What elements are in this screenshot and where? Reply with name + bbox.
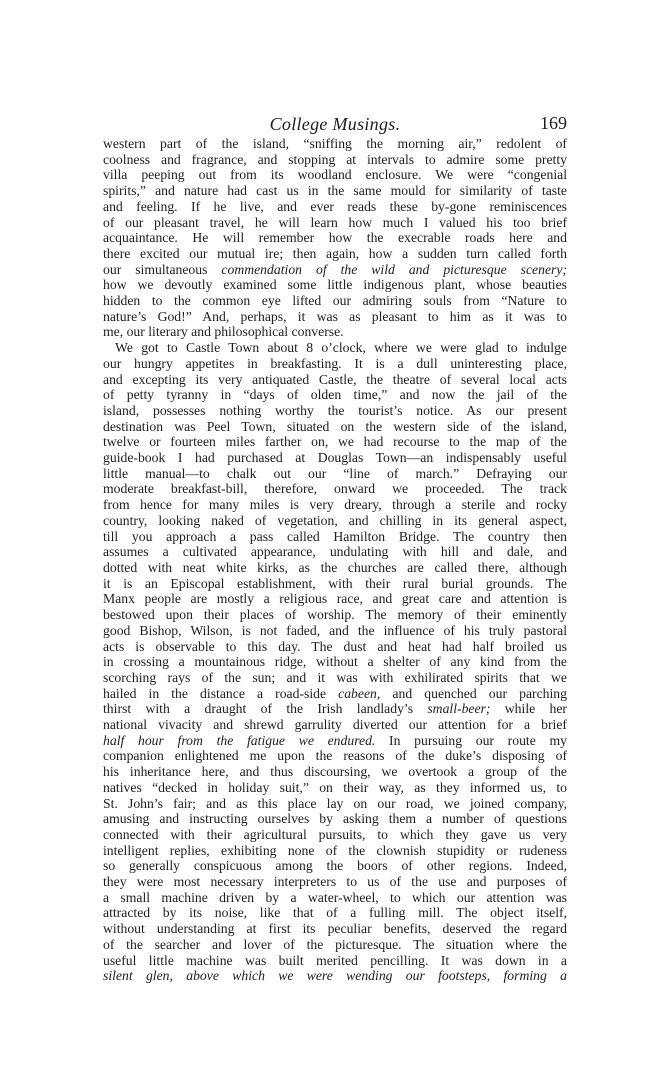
text-line: me, our literary and philosophical converse. xyxy=(103,324,344,340)
text-line: in crossing a mountainous ridge, without a shelter of any kind from the xyxy=(103,654,567,670)
text-line: good Bishop, Wilson, is not faded, and the influence of his truly pastoral xyxy=(103,622,567,638)
text-line: and feeling. If he live, and ever reads these by-gone reminiscences xyxy=(103,198,567,214)
text-line: bestowed upon their places of worship. The memory of their eminently xyxy=(103,607,567,623)
text-line: destination was Peel Town, situated on the western side of the island, xyxy=(103,418,567,434)
body-text xyxy=(103,136,567,984)
text-line: assumes a cultivated appearance, undulating with hill and dale, and xyxy=(103,544,567,560)
running-title: College Musings. xyxy=(269,114,401,134)
text-line: St. John’s fair; and as this place lay on our road, we joined company, xyxy=(103,795,567,811)
text-line: coolness and fragrance, and stopping at intervals to admire some pretty xyxy=(103,151,567,167)
text-line: our simultaneous commendation of the wild and picturesque scenery; xyxy=(103,261,567,277)
text-line: intelligent replies, exhibiting none of the clownish stupidity or rudeness xyxy=(103,842,567,858)
text-line: dotted with neat white kirks, as the churches are called there, although xyxy=(103,559,567,575)
text-line: amusing and instructing ourselves by asking them a number of questions xyxy=(103,811,567,827)
text-line: they were most necessary interpreters to us of the use and purposes of xyxy=(103,874,567,890)
text-line: acts is observable to this day. The dust and heat had half broiled us xyxy=(103,638,567,654)
text-line: island, possesses nothing worthy the tourist’s notice. As our present xyxy=(103,402,567,418)
text-line: villa peeping out from its woodland enclosure. We were “congenial xyxy=(103,167,567,183)
book-page xyxy=(103,100,567,984)
text-line: acquaintance. He will remember how the execrable roads here and xyxy=(103,230,567,246)
text-line: guide-book I had purchased at Douglas Town—an indispensably useful xyxy=(103,450,567,466)
text-line: till you approach a pass called Hamilton Bridge. The country then xyxy=(103,528,567,544)
text-line: hailed in the distance a road-side cabeen, and quenched our parching xyxy=(103,685,567,701)
text-line: national vivacity and shrewd garrulity diverted our attention for a brief xyxy=(103,717,567,733)
text-line: a small machine driven by a water-wheel, to which our attention was xyxy=(103,889,567,905)
text-line: spirits,” and nature had cast us in the same mould for similarity of taste xyxy=(103,183,567,199)
text-line: country, looking naked of vegetation, and chilling in its general aspect, xyxy=(103,512,567,528)
text-line: his inheritance here, and thus discoursing, we overtook a group of the xyxy=(103,764,567,780)
text-line: from hence for many miles is very dreary, through a sterile and rocky xyxy=(103,497,567,513)
text-line: moderate breakfast-bill, therefore, onward we proceeded. The track xyxy=(103,481,567,497)
text-line: hidden to the common eye lifted our admiring souls from “Nature to xyxy=(103,293,567,309)
text-line: thirst with a draught of the Irish landlady’s small-beer; while her xyxy=(103,701,567,717)
text-line: silent glen, above which we were wending our footsteps, forming a xyxy=(103,968,567,984)
text-line: it is an Episcopal establishment, with their rural burial grounds. The xyxy=(103,575,567,591)
text-line: our hungry appetites in breakfasting. It is a dull uninteresting place, xyxy=(103,355,567,371)
text-line: of our pleasant travel, he will learn how much I valued his too brief xyxy=(103,214,567,230)
text-line: and excepting its very antiquated Castle, the theatre of several local acts xyxy=(103,371,567,387)
text-line: useful little machine was built merited pencilling. It was down in a xyxy=(103,952,567,968)
paragraph xyxy=(103,340,567,984)
text-line: connected with their agricultural pursuits, to which they gave us very xyxy=(103,826,567,842)
text-line: Manx people are mostly a religious race, and great care and attention is xyxy=(103,591,567,607)
text-line: scorching rays of the sun; and it was with exhilirated spirits that we xyxy=(103,669,567,685)
text-line: twelve or fourteen miles farther on, we had recourse to the map of the xyxy=(103,434,567,450)
text-line: of the searcher and lover of the picturesque. The situation where the xyxy=(103,936,567,952)
text-line: without understanding at first its peculiar benefits, deserved the regard xyxy=(103,921,567,937)
text-line: of petty tyranny in “days of olden time,” and now the jail of the xyxy=(103,387,567,403)
paragraph xyxy=(103,136,567,340)
text-line: so generally conspicuous among the boors of other regions. Indeed, xyxy=(103,858,567,874)
text-line: there excited our mutual ire; then again, how a sudden turn called forth xyxy=(103,245,567,261)
text-line: how we devoutly examined some little indigenous plant, whose beauties xyxy=(103,277,567,293)
text-line: We got to Castle Town about 8 o’clock, where we were glad to indulge xyxy=(115,340,567,356)
page-number: 169 xyxy=(540,113,567,133)
text-line: western part of the island, “sniffing the morning air,” redolent of xyxy=(103,136,567,151)
text-line: natives “decked in holiday suit,” on their way, as they informed us, to xyxy=(103,779,567,795)
text-line: little manual—to chalk out our “line of march.” Defraying our xyxy=(103,465,567,481)
text-line: half hour from the fatigue we endured. In pursuing our route my xyxy=(103,732,567,748)
text-line: nature’s God!” And, perhaps, it was as pleasant to him as it was to xyxy=(103,308,567,324)
running-head xyxy=(103,100,567,136)
text-line: companion enlightened me upon the reasons of the duke’s disposing of xyxy=(103,748,567,764)
text-line: attracted by its noise, like that of a fulling mill. The object itself, xyxy=(103,905,567,921)
